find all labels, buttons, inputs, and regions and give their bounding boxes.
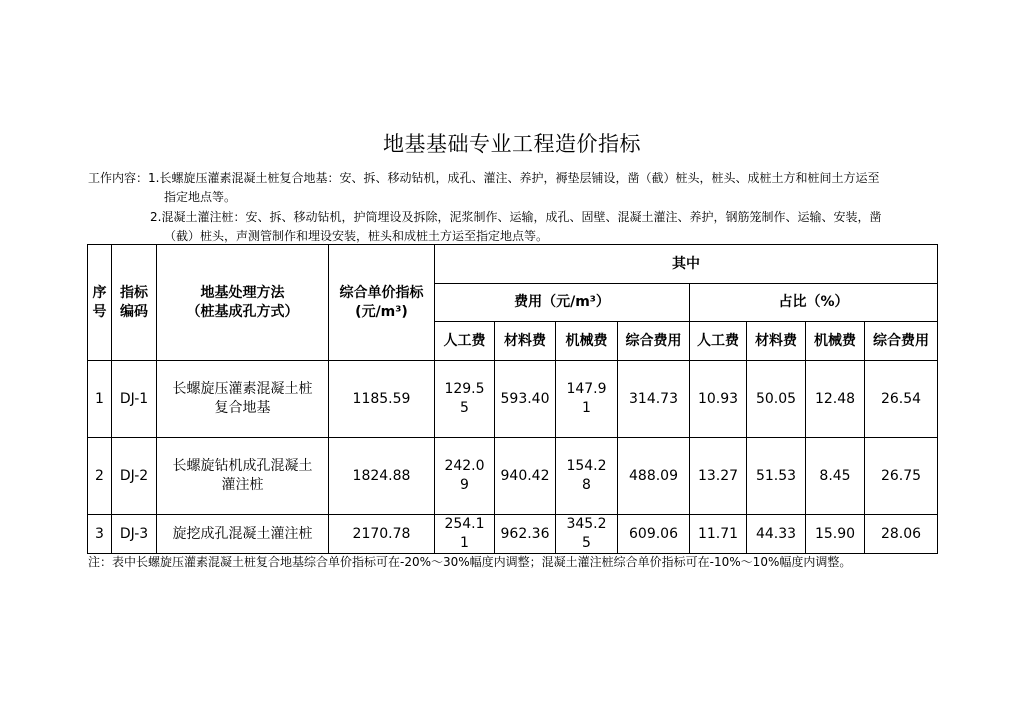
header-seq: 序 号 [88,245,112,361]
cell-machine-pct: 15.90 [806,515,865,554]
work-content-line [88,168,879,188]
header-machine-ratio: 机械费 [806,322,865,361]
cell-machine-pct: 12.48 [806,361,865,438]
cell-labor: 254.1 1 [435,515,495,554]
cell-labor: 242.0 9 [435,438,495,515]
cell-comprehensive-pct: 28.06 [865,515,938,554]
header-of-which: 其中 [435,245,938,284]
header-row-1 [88,245,938,284]
cell-machine: 147.9 1 [556,361,618,438]
cell-code: DJ-3 [112,515,157,554]
cell-material: 940.42 [495,438,556,515]
cell-material-pct: 44.33 [747,515,806,554]
work-item-2: 2.混凝土灌注桩：安、拆、移动钻机，护筒埋设及拆除，泥浆制作、运输，成孔、固壁、混凝土灌注、养护，钢筋笼制作、运输、安装，凿 [150,210,882,224]
header-labor: 人工费 [435,322,495,361]
header-material: 材料费 [495,322,556,361]
header-unit-price: 综合单价指标 (元/m³) [329,245,435,361]
table-row [88,361,938,438]
header-material-ratio: 材料费 [747,322,806,361]
cell-method: 旋挖成孔混凝土灌注桩 [157,515,329,554]
work-item-1-cont: 指定地点等。 [164,190,237,204]
table-row [88,438,938,515]
cell-machine: 345.2 5 [556,515,618,554]
cost-index-table [87,244,938,554]
cell-code: DJ-1 [112,361,157,438]
cell-machine: 154.2 8 [556,438,618,515]
cell-unit-price: 1185.59 [329,361,435,438]
header-labor-ratio: 人工费 [690,322,747,361]
cell-comprehensive: 609.06 [618,515,690,554]
header-method: 地基处理方法 （桩基成孔方式） [157,245,329,361]
cell-seq: 2 [88,438,112,515]
cell-comprehensive-pct: 26.54 [865,361,938,438]
header-comprehensive-ratio: 综合费用 [865,322,938,361]
header-comprehensive: 综合费用 [618,322,690,361]
header-code: 指标 编码 [112,245,157,361]
cell-code: DJ-2 [112,438,157,515]
table-row [88,515,938,554]
cell-material: 593.40 [495,361,556,438]
cell-labor-pct: 13.27 [690,438,747,515]
work-item-1: 1.长螺旋压灌素混凝土桩复合地基：安、拆、移动钻机，成孔、灌注、养护，褥垫层铺设，凿（截）桩头，桩头、成桩土方和桩间土方运至 [148,171,880,185]
cell-method: 长螺旋压灌素混凝土桩 复合地基 [157,361,329,438]
cell-unit-price: 2170.78 [329,515,435,554]
cell-method: 长螺旋钻机成孔混凝土 灌注桩 [157,438,329,515]
cell-seq: 1 [88,361,112,438]
cell-comprehensive: 314.73 [618,361,690,438]
cell-unit-price: 1824.88 [329,438,435,515]
cell-material-pct: 51.53 [747,438,806,515]
cell-labor-pct: 10.93 [690,361,747,438]
cell-comprehensive: 488.09 [618,438,690,515]
header-machine: 机械费 [556,322,618,361]
cell-machine-pct: 8.45 [806,438,865,515]
cell-material-pct: 50.05 [747,361,806,438]
cell-material: 962.36 [495,515,556,554]
cell-labor: 129.5 5 [435,361,495,438]
page-title: 地基基础专业工程造价指标 [383,132,641,156]
cell-labor-pct: 11.71 [690,515,747,554]
cell-comprehensive-pct: 26.75 [865,438,938,515]
header-cost: 费用（元/m³） [435,284,690,322]
header-ratio: 占比（%） [690,284,938,322]
table-note: 注：表中长螺旋压灌素混凝土桩复合地基综合单价指标可在-20%～30%幅度内调整；混凝土灌注桩综合单价指标可在-10%～10%幅度内调整。 [88,555,852,569]
work-content-label: 工作内容： [88,171,149,185]
work-item-2-cont: （截）桩头，声测管制作和埋设安装，桩头和成桩土方运至指定地点等。 [164,229,549,243]
cell-seq: 3 [88,515,112,554]
